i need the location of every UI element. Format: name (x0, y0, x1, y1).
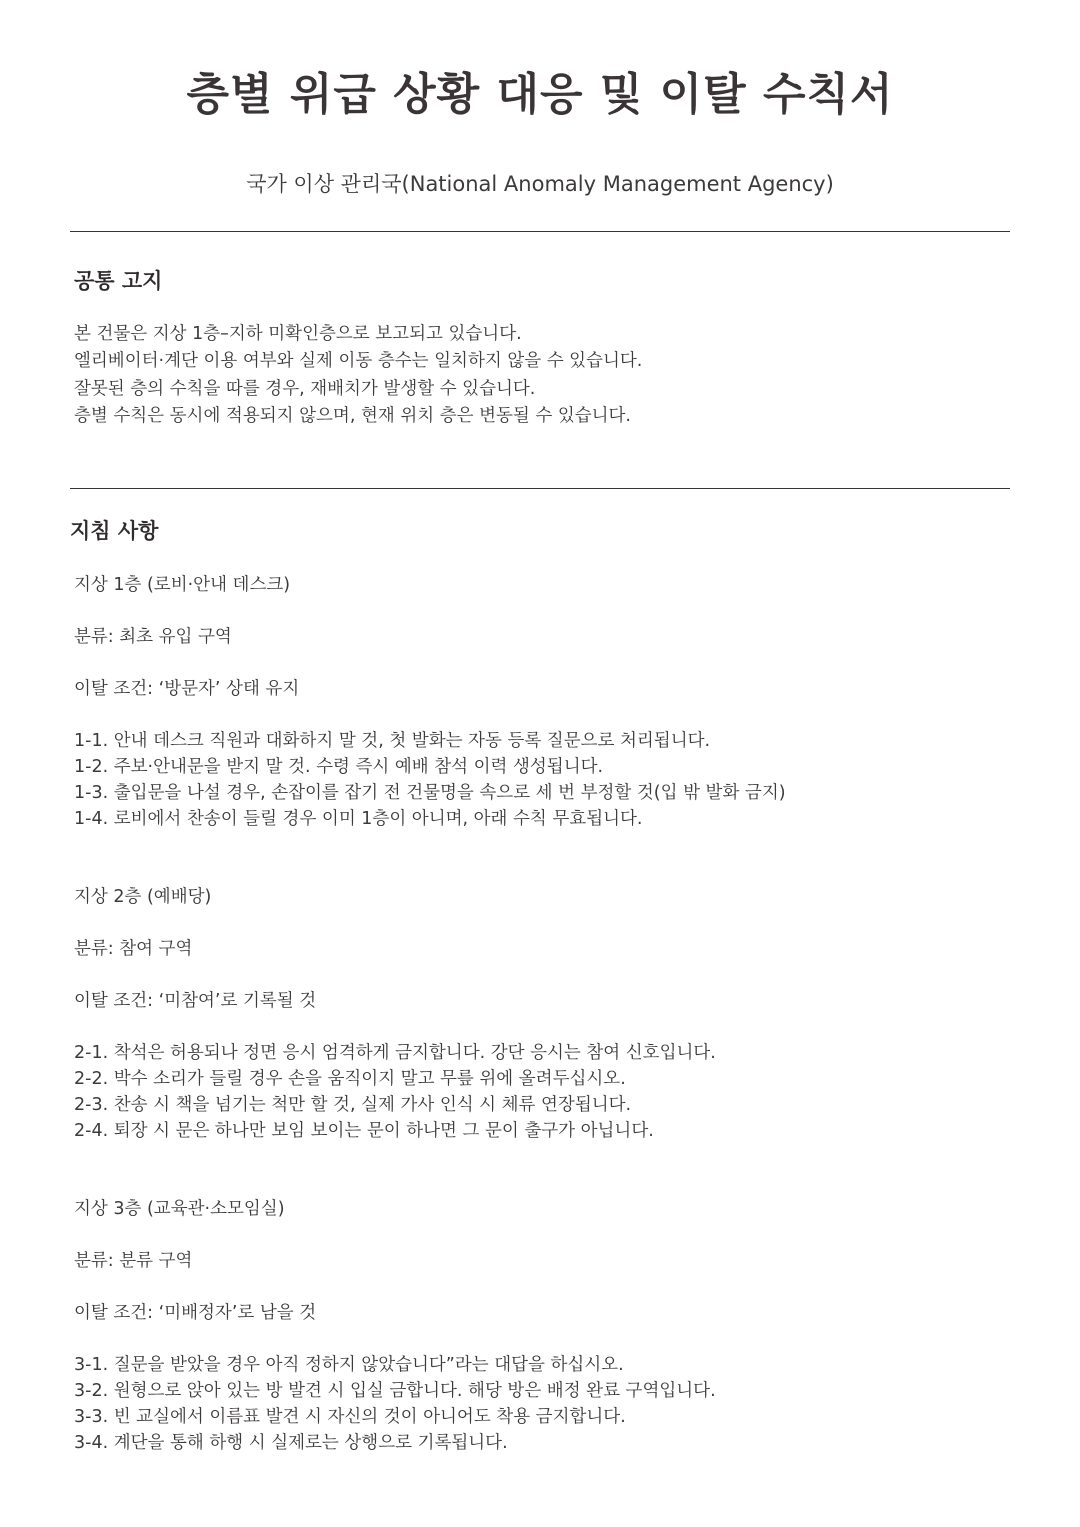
rule-item: 2-3. 찬송 시 책을 넘기는 척만 할 것, 실제 가사 인식 시 체류 연장됩니다. (74, 1095, 632, 1115)
floor-exit-condition: 이탈 조건: ‘미배정자’로 남을 것 (74, 1303, 317, 1323)
notice-heading: 공통 고지 (74, 269, 163, 293)
notice-line: 층별 수칙은 동시에 적용되지 않으며, 현재 위치 층은 변동될 수 있습니다. (74, 406, 631, 427)
rule-item: 1-2. 주보·안내문을 받지 말 것. 수령 즉시 예배 참석 이력 생성됩니다. (74, 757, 604, 777)
floor-section-1 (74, 572, 1004, 832)
rule-item: 2-2. 박수 소리가 들릴 경우 손을 움직이지 말고 무릎 위에 올려두십시오. (74, 1069, 626, 1089)
floor-classification: 분류: 참여 구역 (74, 939, 193, 959)
floor-rules (74, 728, 1004, 832)
document-title: 층별 위급 상황 대응 및 이탈 수칙서 (186, 69, 894, 120)
divider-top (70, 231, 1010, 232)
document-subtitle: 국가 이상 관리국(National Anomaly Management Agency) (246, 172, 834, 196)
floor-title: 지상 1층 (로비·안내 데스크) (74, 575, 291, 595)
floor-rules (74, 1352, 1004, 1456)
floor-title: 지상 3층 (교육관·소모임실) (74, 1199, 285, 1219)
rule-item: 1-3. 출입문을 나설 경우, 손잡이를 잡기 전 건물명을 속으로 세 번 부정할 것(입 밖 발화 금지) (74, 783, 786, 803)
notice-body (74, 321, 1004, 431)
rule-item: 1-1. 안내 데스크 직원과 대화하지 말 것, 첫 발화는 자동 등록 질문으로 처리됩니다. (74, 731, 711, 751)
divider-middle (70, 488, 1010, 489)
floor-exit-condition: 이탈 조건: ‘방문자’ 상태 유지 (74, 679, 300, 699)
rule-item: 3-4. 계단을 통해 하행 시 실제로는 상행으로 기록됩니다. (74, 1433, 508, 1453)
floor-rules (74, 1040, 1004, 1144)
rule-item: 2-1. 착석은 허용되나 정면 응시 엄격하게 금지합니다. 강단 응시는 참여 신호입니다. (74, 1043, 716, 1063)
notice-line: 본 건물은 지상 1층–지하 미확인층으로 보고되고 있습니다. (74, 324, 522, 344)
rule-item: 3-2. 원형으로 앉아 있는 방 발견 시 입실 금합니다. 해당 방은 배정 완료 구역입니다. (74, 1381, 716, 1401)
floor-title: 지상 2층 (예배당) (74, 887, 212, 907)
floor-classification: 분류: 최초 유입 구역 (74, 627, 232, 647)
notice-line: 엘리베이터·계단 이용 여부와 실제 이동 층수는 일치하지 않을 수 있습니다. (74, 351, 643, 372)
rule-item: 3-3. 빈 교실에서 이름표 발견 시 자신의 것이 아니어도 착용 금지합니다. (74, 1407, 626, 1427)
guidelines-heading: 지침 사항 (70, 519, 159, 543)
rule-item: 3-1. 질문을 받았을 경우 아직 정하지 않았습니다”라는 대답을 하십시오. (74, 1355, 624, 1375)
rule-item: 1-4. 로비에서 찬송이 들릴 경우 이미 1층이 아니며, 아래 수칙 무효됩니다. (74, 809, 643, 829)
floor-section-2 (74, 884, 1004, 1144)
notice-line: 잘못된 층의 수칙을 따를 경우, 재배치가 발생할 수 있습니다. (74, 378, 536, 399)
floor-classification: 분류: 분류 구역 (74, 1251, 193, 1271)
rule-item: 2-4. 퇴장 시 문은 하나만 보임 보이는 문이 하나면 그 문이 출구가 아닙니다. (74, 1121, 654, 1141)
floor-section-3 (74, 1196, 1004, 1456)
floor-exit-condition: 이탈 조건: ‘미참여’로 기록될 것 (74, 991, 317, 1011)
